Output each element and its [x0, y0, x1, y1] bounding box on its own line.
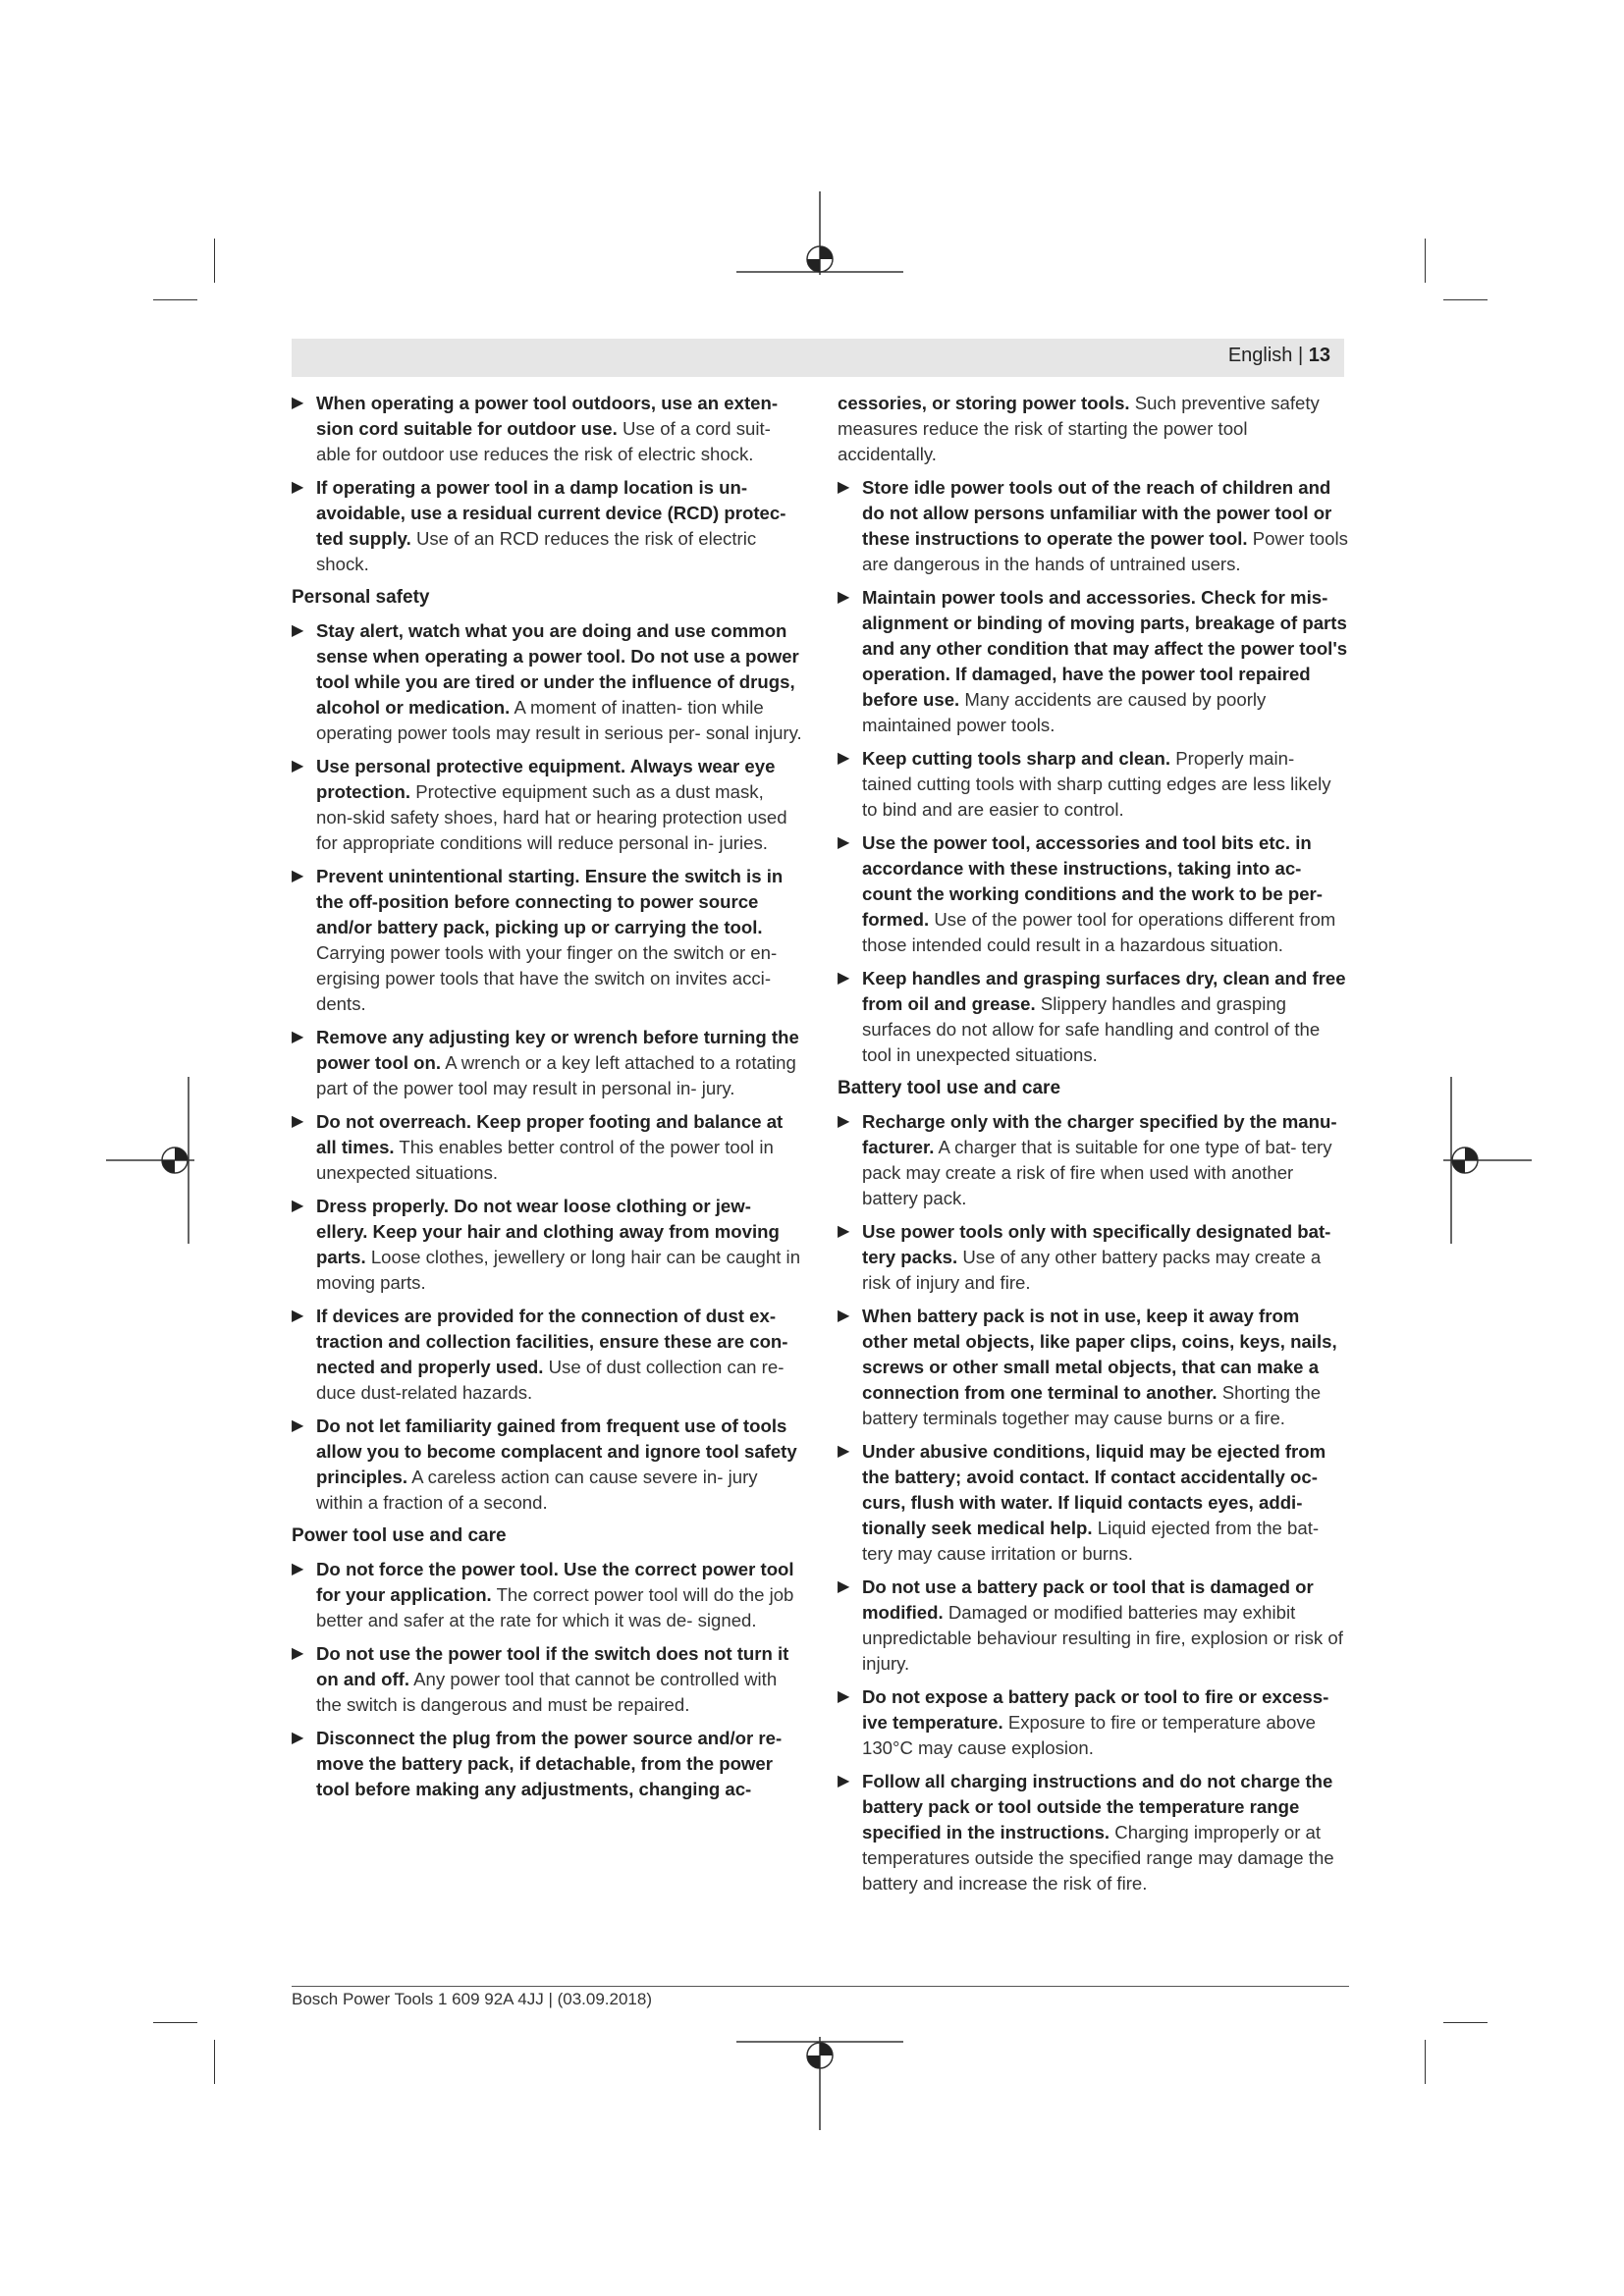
bullet-arrow-icon: ▶	[838, 1578, 850, 1595]
bullet-arrow-icon: ▶	[838, 589, 850, 606]
crop-mark	[153, 299, 197, 300]
bullet-arrow-icon: ▶	[292, 395, 304, 411]
instruction-text: Any power tool that cannot be controlled with the switch is dangerous and must be repaired.	[316, 1669, 778, 1715]
section-heading: Power tool use and care	[292, 1525, 507, 1546]
bullet-arrow-icon: ▶	[292, 1561, 304, 1577]
instruction-item	[838, 1304, 1348, 1431]
bullet-arrow-icon: ▶	[838, 750, 850, 767]
registration-mark-icon	[1443, 1077, 1532, 1244]
right-column	[838, 391, 1348, 1904]
instruction-bold: Stay alert, watch what you are doing and use common sense when operating a power tool. Do not use a power tool while you are tired or under the influence of drugs, alcohol or medication.	[316, 620, 799, 718]
instruction-text: Use of dust collection can re- duce dust-related hazards.	[316, 1357, 785, 1403]
instruction-bold: When operating a power tool outdoors, use an exten- sion cord suitable for outdoor use.	[316, 393, 779, 439]
bullet-arrow-icon: ▶	[292, 1417, 304, 1434]
instruction-bold: Do not use the power tool if the switch does not turn it on and off.	[316, 1643, 789, 1689]
instruction-item	[292, 475, 802, 577]
bullet-arrow-icon: ▶	[292, 1645, 304, 1662]
bullet-arrow-icon: ▶	[292, 1308, 304, 1324]
instruction-text: Such preventive safety measures reduce the risk of starting the power tool accidentally.	[838, 393, 1320, 464]
instruction-item	[838, 1575, 1348, 1677]
crop-mark	[1425, 2040, 1426, 2084]
bullet-arrow-icon: ▶	[838, 1443, 850, 1460]
bullet-arrow-icon: ▶	[838, 1688, 850, 1705]
instruction-text: Properly main- tained cutting tools with sharp cutting edges are less likely to bind and are easier to control.	[862, 748, 1331, 820]
instruction-item	[292, 1414, 802, 1516]
instruction-text: Charging improperly or at temperatures outside the specified range may damage the battery and increase the risk of fire.	[862, 1822, 1334, 1894]
instruction-bold: Use the power tool, accessories and tool bits etc. in accordance with these instructions, taking into ac- count the working conditions and the work to be per- formed.	[862, 832, 1323, 930]
section-heading: Personal safety	[292, 587, 430, 608]
bullet-arrow-icon: ▶	[292, 868, 304, 884]
crop-mark	[214, 239, 215, 283]
instruction-text: Use of the power tool for operations different from those intended could result in a hazardous situation.	[862, 909, 1336, 955]
instruction-bold: Keep cutting tools sharp and clean.	[862, 748, 1171, 769]
instruction-text: A moment of inatten- tion while operating power tools may result in serious per- sonal injury.	[316, 697, 802, 743]
registration-mark-icon	[736, 2037, 903, 2130]
instruction-bold: Remove any adjusting key or wrench before turning the power tool on.	[316, 1027, 799, 1073]
page-number: 13	[1308, 345, 1330, 366]
instruction-bold: Store idle power tools out of the reach of children and do not allow persons unfamiliar with the power tool or these instructions to operate the power tool.	[862, 477, 1332, 549]
instruction-item	[292, 1641, 802, 1718]
instruction-text: Use of any other battery packs may create a risk of injury and fire.	[862, 1247, 1322, 1293]
instruction-item	[838, 1684, 1348, 1761]
instruction-bold: Maintain power tools and accessories. Check for mis- alignment or binding of moving parts, breakage of parts and any other condition that may affect the power tool's operation. If damaged, have the power tool repaired before use.	[862, 587, 1348, 710]
bullet-arrow-icon: ▶	[838, 1773, 850, 1789]
bullet-arrow-icon: ▶	[838, 479, 850, 496]
crop-mark	[214, 2040, 215, 2084]
instruction-item	[838, 966, 1348, 1068]
instruction-bold: cessories, or storing power tools.	[838, 393, 1130, 413]
footer-divider	[292, 1986, 1349, 1987]
crop-mark	[153, 2022, 197, 2023]
instruction-text: A careless action can cause severe in- jury within a fraction of a second.	[316, 1467, 758, 1513]
instruction-item	[292, 391, 802, 467]
instruction-text: The correct power tool will do the job better and safer at the rate for which it was de- signed.	[316, 1584, 794, 1630]
instruction-item	[838, 585, 1348, 738]
instruction-item	[838, 1439, 1348, 1567]
bullet-arrow-icon: ▶	[838, 970, 850, 987]
instruction-item	[292, 1726, 802, 1802]
instruction-bold: Use personal protective equipment. Always wear eye protection.	[316, 756, 776, 802]
instruction-item	[292, 1194, 802, 1296]
bullet-arrow-icon: ▶	[292, 1198, 304, 1214]
instruction-item	[838, 1219, 1348, 1296]
instruction-text: Loose clothes, jewellery or long hair can be caught in moving parts.	[316, 1247, 801, 1293]
instruction-item	[838, 1769, 1348, 1896]
instruction-bold: Use power tools only with specifically designated bat- tery packs.	[862, 1221, 1331, 1267]
instruction-text: This enables better control of the power tool in unexpected situations.	[316, 1137, 774, 1183]
instruction-item	[292, 1109, 802, 1186]
instruction-bold: If operating a power tool in a damp location is un- avoidable, use a residual current device (RCD) protec- ted supply.	[316, 477, 786, 549]
instruction-text: Shorting the battery terminals together may cause burns or a fire.	[862, 1382, 1322, 1428]
bullet-arrow-icon: ▶	[292, 1113, 304, 1130]
instruction-item	[292, 754, 802, 856]
instruction-bold: Do not let familiarity gained from frequent use of tools allow you to become complacent and ignore tool safety principles.	[316, 1415, 797, 1487]
instruction-item	[292, 1304, 802, 1406]
instruction-text: Protective equipment such as a dust mask, non-skid safety shoes, hard hat or hearing protection used for appropriate conditions will reduce personal in- juries.	[316, 781, 787, 853]
bullet-arrow-icon: ▶	[838, 834, 850, 851]
instruction-bold: Under abusive conditions, liquid may be ejected from the battery; avoid contact. If contact accidentally oc- curs, flush with water. If liquid contacts eyes, addi- tionally seek medical help.	[862, 1441, 1326, 1538]
instruction-bold: If devices are provided for the connection of dust ex- traction and collection facilities, ensure these are con- nected and properly used.	[316, 1306, 788, 1377]
instruction-item	[292, 618, 802, 746]
footer-text: Bosch Power Tools 1 609 92A 4JJ | (03.09.2018)	[292, 1990, 653, 2008]
bullet-arrow-icon: ▶	[838, 1308, 850, 1324]
crop-mark	[1443, 299, 1488, 300]
instruction-text: Exposure to fire or temperature above 130°C may cause explosion.	[862, 1712, 1316, 1758]
bullet-arrow-icon: ▶	[292, 758, 304, 774]
instruction-text: Carrying power tools with your finger on the switch or en- ergising power tools that have the switch on invites acci- dents.	[316, 942, 778, 1014]
left-column	[292, 391, 802, 1810]
instruction-text: A wrench or a key left attached to a rotating part of the power tool may result in personal in- jury.	[316, 1052, 796, 1098]
header-section: English |	[1227, 345, 1304, 366]
instruction-item	[838, 746, 1348, 823]
bullet-arrow-icon: ▶	[838, 1223, 850, 1240]
instruction-bold: Prevent unintentional starting. Ensure the switch is in the off-position before connecting to power source and/or battery pack, picking up or carrying the tool.	[316, 866, 784, 937]
instruction-text: Use of an RCD reduces the risk of electric shock.	[316, 528, 757, 574]
instruction-bold: Do not expose a battery pack or tool to fire or excess- ive temperature.	[862, 1686, 1329, 1733]
instruction-bold: Recharge only with the charger specified by the manu- facturer.	[862, 1111, 1337, 1157]
instruction-continuation	[838, 391, 1348, 467]
instruction-text: Use of a cord suit- able for outdoor use reduces the risk of electric shock.	[316, 418, 771, 464]
registration-mark-icon	[736, 191, 903, 280]
crop-mark	[1425, 239, 1426, 283]
instruction-text: Slippery handles and grasping surfaces do not allow for safe handling and control of the tool in unexpected situations.	[862, 993, 1321, 1065]
instruction-bold: Do not use a battery pack or tool that is damaged or modified.	[862, 1576, 1314, 1623]
instruction-text: Damaged or modified batteries may exhibit unpredictable behaviour resulting in fire, explosion or risk of injury.	[862, 1602, 1343, 1674]
instruction-bold: When battery pack is not in use, keep it away from other metal objects, like paper clips, coins, keys, nails, screws or other small metal objects, that can make a connection from one terminal to another.	[862, 1306, 1337, 1403]
instruction-item	[838, 1109, 1348, 1211]
instruction-bold: Do not overreach. Keep proper footing and balance at all times.	[316, 1111, 784, 1157]
section-heading: Battery tool use and care	[838, 1078, 1061, 1098]
instruction-item	[838, 830, 1348, 958]
instruction-bold: Do not force the power tool. Use the correct power tool for your application.	[316, 1559, 794, 1605]
instruction-text: A charger that is suitable for one type of bat- tery pack may create a risk of fire when used with another battery pack.	[862, 1137, 1332, 1208]
instruction-bold: Follow all charging instructions and do not charge the battery pack or tool outside the temperature range specified in the instructions.	[862, 1771, 1333, 1842]
instruction-text: Power tools are dangerous in the hands of untrained users.	[862, 528, 1348, 574]
instruction-bold: Keep handles and grasping surfaces dry, clean and free from oil and grease.	[862, 968, 1346, 1014]
instruction-text: Many accidents are caused by poorly maintained power tools.	[862, 689, 1267, 735]
registration-mark-icon	[106, 1077, 194, 1244]
page-header	[292, 339, 1344, 377]
bullet-arrow-icon: ▶	[292, 1029, 304, 1045]
bullet-arrow-icon: ▶	[292, 479, 304, 496]
instruction-item	[292, 864, 802, 1017]
instruction-item	[292, 1025, 802, 1101]
instruction-item	[838, 475, 1348, 577]
bullet-arrow-icon: ▶	[838, 1113, 850, 1130]
instruction-bold: Disconnect the plug from the power source and/or re- move the battery pack, if detachable, from the power tool before making any adjustments, changing ac-	[316, 1728, 783, 1799]
instruction-bold: Dress properly. Do not wear loose clothing or jew- ellery. Keep your hair and clothing away from moving parts.	[316, 1196, 780, 1267]
bullet-arrow-icon: ▶	[292, 1730, 304, 1746]
header-label	[1228, 345, 1330, 367]
instruction-text: Liquid ejected from the bat- tery may cause irritation or burns.	[862, 1518, 1320, 1564]
crop-mark	[1443, 2022, 1488, 2023]
instruction-item	[292, 1557, 802, 1633]
bullet-arrow-icon: ▶	[292, 622, 304, 639]
